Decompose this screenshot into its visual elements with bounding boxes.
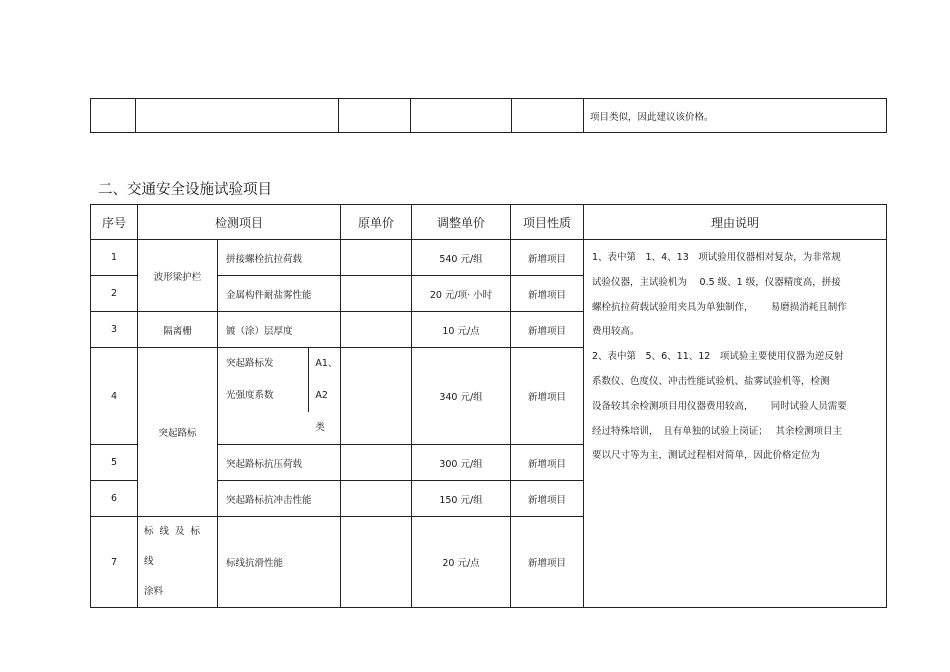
orig-price-cell	[341, 517, 412, 608]
test-items-table	[90, 204, 887, 608]
reason-line: 系数仪、色度仪、冲击性能试验机、盐雾试验机等，检测	[592, 375, 830, 387]
adj-price-cell: 20 元/项· 小时	[412, 276, 511, 312]
item-cell: 突起路标抗压荷载	[218, 445, 341, 481]
adj-price-cell: 150 元/组	[412, 481, 511, 517]
table-header-row	[91, 205, 887, 240]
header-nature: 项目性质	[511, 205, 584, 240]
category-cell: 隔离栅	[138, 312, 218, 348]
header-reason: 理由说明	[584, 205, 887, 240]
continuation-table	[90, 98, 887, 133]
reason-cell	[584, 240, 887, 608]
reason-line: 试验仪器，主试验机为 0.5 级、1 级，仪器精度高，拼接	[592, 276, 841, 288]
item-line: 光强度系数	[226, 390, 274, 401]
category-cell: 波形梁护栏	[138, 240, 218, 312]
nature-cell: 新增项目	[511, 276, 584, 312]
reason-line: 2、表中第 5、6、11、12 项试验主要使用仪器为逆反射	[592, 351, 844, 363]
nature-cell: 新增项目	[511, 348, 584, 445]
orig-price-cell	[341, 481, 412, 517]
item-cell: 金属构件耐盐雾性能	[218, 276, 341, 312]
reason-line: 要以尺寸等为主，测试过程相对简单，因此价格定位为	[592, 450, 821, 462]
category-cell: 突起路标	[138, 348, 218, 517]
item-class-line: A1、	[315, 358, 338, 369]
reason-line: 1、表中第 1、4、13 项试验用仪器相对复杂，为非常规	[592, 252, 841, 263]
item-cell: 突起路标抗冲击性能	[218, 481, 341, 517]
category-line: 标线及标线	[144, 526, 207, 567]
item-cell	[218, 348, 341, 445]
adj-price-cell: 10 元/点	[412, 312, 511, 348]
nature-cell: 新增项目	[511, 312, 584, 348]
header-adj-price: 调整单价	[412, 205, 511, 240]
nature-cell: 新增项目	[511, 240, 584, 276]
reason-line: 螺栓抗拉荷载试验用夹具为单独制作， 易磨损消耗且制作	[592, 301, 847, 313]
nature-cell: 新增项目	[511, 517, 584, 608]
reason-line: 经过特殊培训， 且有单独的试验上岗证； 其余检测项目主	[592, 425, 843, 437]
reason-line: 费用较高。	[592, 326, 640, 338]
header-orig-price: 原单价	[341, 205, 412, 240]
item-cell: 镀（涂）层厚度	[218, 312, 341, 348]
row-no: 5	[91, 445, 138, 481]
row-no: 2	[91, 276, 138, 312]
adj-price-cell: 300 元/组	[412, 445, 511, 481]
orig-price-cell	[341, 240, 412, 276]
header-item: 检测项目	[138, 205, 341, 240]
reason-line: 设备较其余检测项目用仪器费用较高， 同时试验人员需要	[592, 400, 847, 412]
item-line: 突起路标发	[226, 358, 274, 369]
item-cell: 标线抗滑性能	[218, 517, 341, 608]
row-no: 4	[91, 348, 138, 445]
nature-cell: 新增项目	[511, 481, 584, 517]
nature-cell: 新增项目	[511, 445, 584, 481]
orig-price-cell	[341, 348, 412, 445]
category-cell	[138, 517, 218, 608]
item-class-line: A2 类	[315, 390, 328, 433]
reason-continuation: 项目类似，因此建议该价格。	[584, 99, 887, 133]
row-no: 7	[91, 517, 138, 608]
row-no: 6	[91, 481, 138, 517]
orig-price-cell	[341, 312, 412, 348]
orig-price-cell	[341, 276, 412, 312]
category-line: 涂料	[144, 586, 164, 597]
adj-price-cell: 20 元/点	[412, 517, 511, 608]
adj-price-cell: 540 元/组	[412, 240, 511, 276]
table-row	[91, 240, 887, 276]
adj-price-cell: 340 元/组	[412, 348, 511, 445]
row-no: 3	[91, 312, 138, 348]
orig-price-cell	[341, 445, 412, 481]
row-no: 1	[91, 240, 138, 276]
section-title: 二、交通安全设施试验项目	[98, 182, 272, 198]
item-cell: 拼接螺栓抗拉荷载	[218, 240, 341, 276]
header-no: 序号	[91, 205, 138, 240]
table-row	[91, 99, 887, 133]
